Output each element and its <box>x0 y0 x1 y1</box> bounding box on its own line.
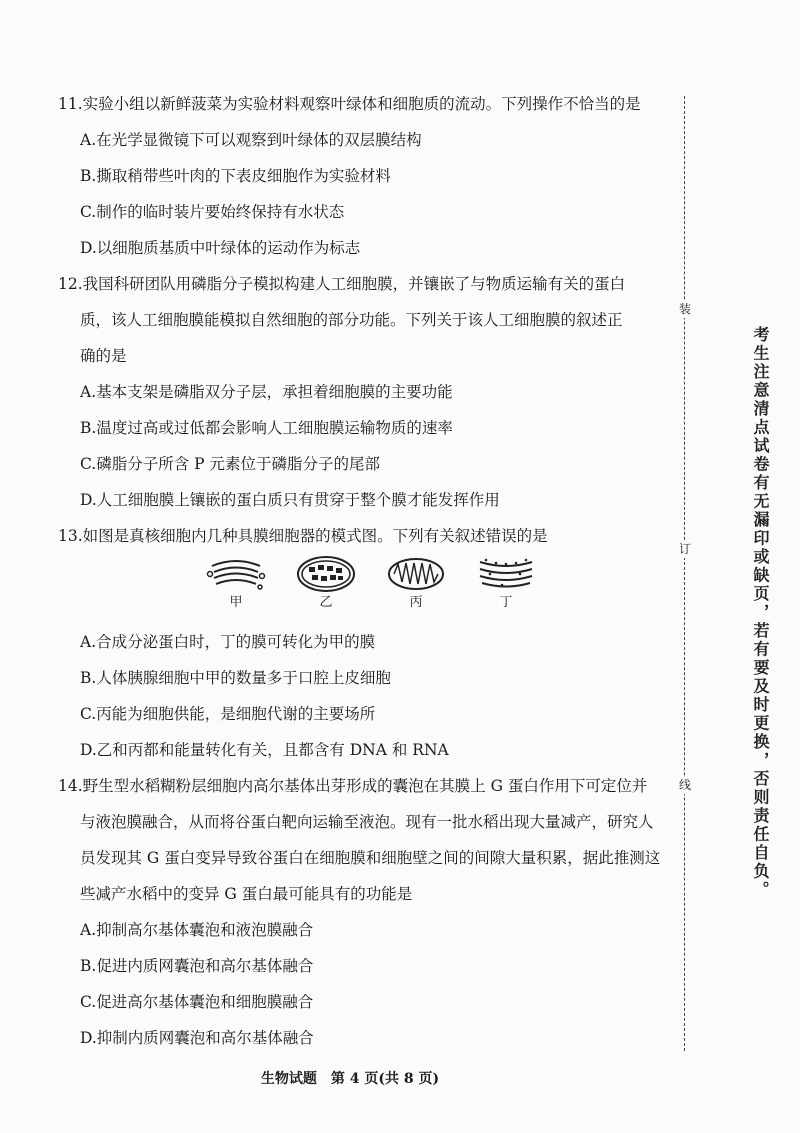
figure-label: 丙 <box>409 595 423 610</box>
binding-line <box>684 96 685 1051</box>
option-c: C.促进高尔基体囊泡和细胞膜融合 <box>80 993 314 1011</box>
page-footer: 生物试题 第 4 页(共 8 页) <box>260 1071 440 1087</box>
question-stem: 12.我国科研团队用磷脂分子模拟构建人工细胞膜，并镶嵌了与物质运输有关的蛋白 <box>58 275 626 293</box>
question-stem: 14.野生型水稻糊粉层细胞内高尔基体出芽形成的囊泡在其膜上 G 蛋白作用下可定位并 <box>58 777 648 795</box>
option-d: D.人工细胞膜上镶嵌的蛋白质只有贯穿于整个膜才能发挥作用 <box>80 491 500 509</box>
figure-label: 乙 <box>319 595 333 610</box>
candidate-notice: 考生注意清点试卷有无漏印或缺页，若有要及时更换，否则责任自负。 <box>751 326 770 900</box>
question-stem: 11.实验小组以新鲜菠菜为实验材料观察叶绿体和细胞质的流动。下列操作不恰当的是 <box>58 95 641 113</box>
option-c: C.制作的临时装片要始终保持有水状态 <box>80 203 345 221</box>
mitochondrion-icon <box>386 554 446 594</box>
question-list <box>58 86 661 1056</box>
question-stem: 13.如图是真核细胞内几种具膜细胞器的模式图。下列有关叙述错误的是 <box>58 527 548 545</box>
question-14 <box>58 768 661 1056</box>
question-11 <box>58 86 648 266</box>
organelle-ding <box>476 554 536 618</box>
question-stem-cont: 确的是 <box>80 347 127 365</box>
binding-mark-zhuang: 装 <box>676 300 694 318</box>
golgi-icon <box>206 554 266 594</box>
organelle-jia <box>206 554 266 618</box>
organelle-figure <box>58 554 648 618</box>
option-b: B.促进内质网囊泡和高尔基体融合 <box>80 957 314 975</box>
figure-label: 甲 <box>229 595 243 610</box>
organelle-bing <box>386 554 446 618</box>
organelle-yi <box>296 554 356 618</box>
option-d: D.抑制内质网囊泡和高尔基体融合 <box>80 1029 314 1047</box>
endoplasmic-reticulum-icon <box>476 554 536 594</box>
option-c: C.丙能为细胞供能，是细胞代谢的主要场所 <box>80 705 376 723</box>
option-a: A.抑制高尔基体囊泡和液泡膜融合 <box>80 921 314 939</box>
question-13 <box>58 518 648 768</box>
option-a: A.基本支架是磷脂双分子层，承担着细胞膜的主要功能 <box>80 383 453 401</box>
option-a: A.在光学显微镜下可以观察到叶绿体的双层膜结构 <box>80 131 422 149</box>
binding-mark-ding: 订 <box>676 540 694 558</box>
question-12 <box>58 266 648 518</box>
option-b: B.人体胰腺细胞中甲的数量多于口腔上皮细胞 <box>80 669 391 687</box>
option-d: D.乙和丙都和能量转化有关，且都含有 DNA 和 RNA <box>80 741 449 759</box>
chloroplast-icon <box>296 554 356 594</box>
option-d: D.以细胞质基质中叶绿体的运动作为标志 <box>80 239 361 257</box>
option-b: B.温度过高或过低都会影响人工细胞膜运输物质的速率 <box>80 419 453 437</box>
option-b: B.撕取稍带些叶肉的下表皮细胞作为实验材料 <box>80 167 391 185</box>
option-a: A.合成分泌蛋白时，丁的膜可转化为甲的膜 <box>80 633 376 651</box>
question-stem-cont: 质，该人工细胞膜能模拟自然细胞的部分功能。下列关于该人工细胞膜的叙述正 <box>80 311 623 329</box>
binding-mark-xian: 线 <box>676 776 694 794</box>
question-stem-cont: 些减产水稻中的变异 G 蛋白最可能具有的功能是 <box>80 885 413 903</box>
question-stem-cont: 与液泡膜融合，从而将谷蛋白靶向运输至液泡。现有一批水稻出现大量减产，研究人 <box>80 813 654 831</box>
figure-label: 丁 <box>499 595 513 610</box>
question-stem-cont: 员发现其 G 蛋白变异导致谷蛋白在细胞膜和细胞壁之间的间隙大量积累，据此推测这 <box>80 849 661 867</box>
option-c: C.磷脂分子所含 P 元素位于磷脂分子的尾部 <box>80 455 381 473</box>
